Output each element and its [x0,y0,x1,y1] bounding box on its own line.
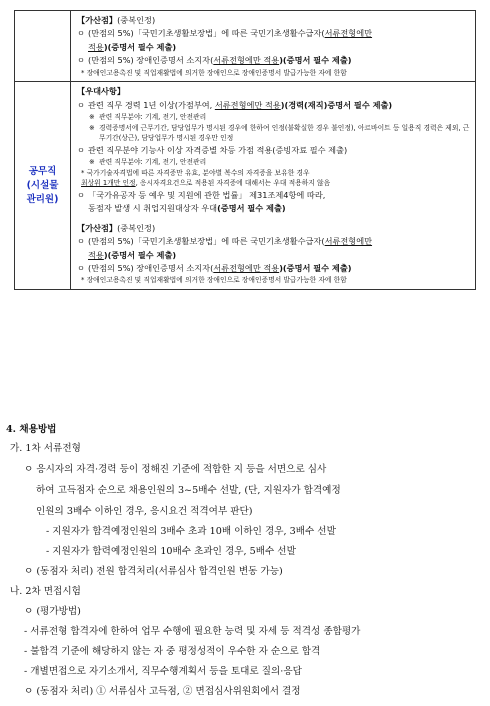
paragraph: ㅇ (동점자 처리) 전원 합격처리(서류심사 합격인원 변동 가능) [24,566,283,577]
reference-note: ※ 경력증명서에 근무기간, 담당업무가 명시된 경우에 한하여 인정(불확실한 경우 불인정), 아르바이트 등 일용직 경력은 제외, 근무기간(상근), 담당업무가 명시된 경우만 인정 [89,123,470,143]
subsection-interview: 나. 2차 면접시험 [10,586,81,597]
bonus-heading: 【가산점】(중복인정) [77,222,156,233]
bonus-item-disability: ㅇ (만점의 5%) 장애인증명서 소지자(서류전형에만 적용)(증명서 필수 제출) [77,262,471,275]
table-row [15,11,476,82]
dash-item: - 지원자가 합격예정인원의 3배수 초과 10배 이하인 경우, 3배수 선발 [46,526,336,537]
certificate-note: * 국가기술자격법에 따른 자격증만 유효, 분야별 복수의 자격증을 보유한 경우 최상위 1개만 인정, 응시자격요건으로 적용된 자격증에 대해서는 우대 적용하지 않음 [81,168,331,188]
preference-item-certificate: ㅇ 관련 직무분야 기능사 이상 자격증별 차등 가점 적용(증빙자료 필수 제출) [77,144,471,157]
disability-note: * 장애인고용촉진 및 직업재활법에 의거한 장애인으로 장애인증명서 발급가능한 자에 한함 [81,276,347,285]
circle-bullet-icon: ㅇ [77,263,85,274]
preference-item-merit: ㅇ 「국가유공자 등 예우 및 지원에 관한 법률」 제31조제4항에 따라, 동점자 발생 시 취업지원대상자 우대(증명서 필수 제출) [77,189,471,216]
paragraph: 하여 고득점자 순으로 채용인원의 3~5배수 선발, (단, 지원자가 합격예정 [36,485,341,496]
circle-bullet-icon: ㅇ [77,190,85,200]
bonus-points-cell [71,11,476,82]
paragraph: ㅇ (동점자 처리) ① 서류심사 고득점, ② 면접심사위원회에서 결정 [24,686,301,697]
bonus-item-basic-livelihood: ㅇ (만점의 5%)「국민기초생활보장법」에 따른 국민기초생활수급자(서류전형에만 적용)(증명서 필수 제출) [77,27,471,54]
job-category-label: 공무직 (시설물 관리원) [15,82,71,290]
subsection-document-screening: 가. 1차 서류전형 [10,443,81,454]
circle-bullet-icon: ㅇ [77,55,85,66]
circle-bullet-icon: ㅇ [77,28,85,39]
disability-note: * 장애인고용촉진 및 직업재활법에 의거한 장애인으로 장애인증명서 발급가능한 자에 한함 [81,68,347,77]
bonus-heading: 【가산점】(중복인정) [77,15,156,25]
paragraph: ㅇ (평가방법) [24,606,81,617]
circle-bullet-icon: ㅇ [77,99,85,110]
requirements-table [14,10,476,290]
dash-item: - 불합격 기준에 해당하지 않는 자 중 평정성적이 우수한 자 순으로 합격 [24,646,321,657]
paragraph: ㅇ 응시자의 자격·경력 등이 정해진 기준에 적합한 지 등을 서면으로 심사 [24,464,327,475]
reference-note: ※ 관련 직무분야: 기계, 전기, 안전관리 [89,158,207,167]
reference-mark-icon: ※ [89,158,95,167]
asterisk-icon: * [81,68,87,77]
bonus-item-basic-livelihood: ㅇ (만점의 5%)「국민기초생활보장법」에 따른 국민기초생활수급자(서류전형에만 적용)(증명서 필수 제출) [77,235,471,262]
paragraph: 인원의 3배수 이하인 경우, 응시요건 적격여부 판단) [36,506,253,517]
reference-note: ※ 관련 직무분야: 기계, 전기, 안전관리 [89,113,207,122]
bonus-item-disability: ㅇ (만점의 5%) 장애인증명서 소지자(서류전형에만 적용)(증명서 필수 제출) [77,54,471,67]
reference-mark-icon: ※ [89,113,95,122]
reference-mark-icon: ※ [89,123,95,132]
circle-bullet-icon: ㅇ [77,144,85,155]
asterisk-icon: * [81,168,87,177]
left-empty-cell [15,11,71,82]
preference-cell [71,82,476,290]
dash-item: - 서류전형 합격자에 한하여 업무 수행에 필요한 능력 및 자세 등 적격성 종합평가 [24,626,361,637]
dash-item: - 지원자가 합력예정인원의 10배수 초과인 경우, 5배수 선발 [46,546,296,557]
circle-bullet-icon: ㅇ [77,236,85,247]
section-title: 4. 채용방법 [6,424,57,435]
asterisk-icon: * [81,276,87,285]
preference-heading: 【우대사항】 [77,86,126,97]
dash-item: - 개별면접으로 자기소개서, 직무수행계획서 등을 토대로 질의·응답 [24,666,302,677]
preference-item-experience: ㅇ 관련 직무 경력 1년 이상(가점부여, 서류전형에만 적용)(경력(재직)증명서 필수 제출) [77,99,471,112]
table-row [15,82,476,290]
